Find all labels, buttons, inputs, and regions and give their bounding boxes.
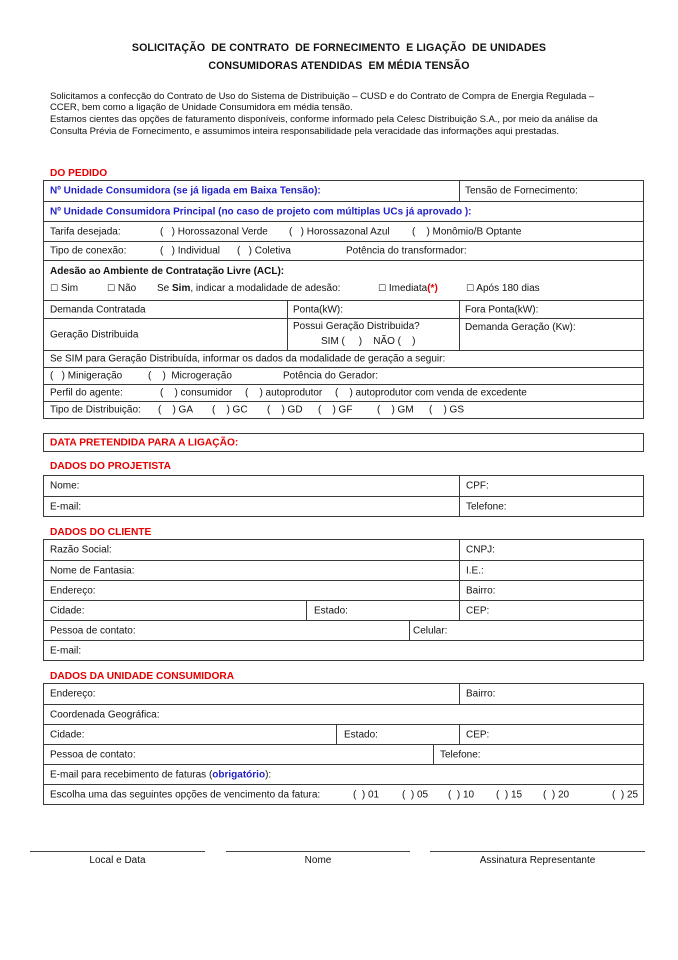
section-heading-cliente: DADOS DO CLIENTE [50,527,152,538]
row-se-sim-gd [44,350,643,367]
perfil-option-consumidor[interactable]: ( ) consumidor [160,387,233,399]
row-uc-baixa-tensao [44,181,643,201]
demanda-label: Demanda Contratada [50,304,146,315]
table-row [44,744,643,764]
potencia-transformador-field[interactable]: Potência do transformador: [346,245,467,257]
unidade-endereco-field[interactable] [44,684,459,704]
email-faturas-required: obrigatório [212,769,266,780]
distribuicao-option-gf[interactable]: ( ) GF [318,404,353,416]
cliente-celular-label: Celular: [413,625,448,636]
tarifa-option-monomio[interactable]: ( ) Monômio/B Optante [412,226,522,237]
vencimento-option-15[interactable]: ( ) 15 [496,789,523,800]
acl-se-suffix: , indicar a modalidade de adesão: [190,283,341,294]
tarifa-option-verde[interactable]: ( ) Horossazonal Verde [160,226,268,237]
perfil-option-autoprodutor[interactable]: ( ) autoprodutor [245,387,323,399]
unidade-estado-label: Estado: [344,729,378,740]
cliente-cidade-field[interactable] [44,601,306,620]
acl-sim-label: Sim [58,283,79,294]
acl-title: Adesão ao Ambiente de Contratação Livre (ACL): [50,266,285,277]
distribuicao-option-ga[interactable]: ( ) GA [158,404,193,416]
uc-principal-field[interactable] [44,201,643,221]
row-demanda [44,300,643,318]
intro-line: Estamos cientes das opções de faturamento disponíveis, conforme informado pela Celesc Distribuição S.A., por meio da análise da [50,114,598,125]
cliente-cnpj-field[interactable] [459,540,643,560]
unidade-endereco-label: Endereço: [50,688,96,700]
acl-option-nao[interactable] [107,283,136,294]
cliente-ie-label: I.E.: [466,565,484,576]
acl-se-bold: Sim [172,283,191,294]
projetista-telefone-field[interactable] [459,497,643,516]
unidade-estado-field[interactable] [336,725,459,744]
table-row [44,620,643,640]
projetista-cpf-field[interactable] [459,476,643,496]
distribuicao-option-gm[interactable]: ( ) GM [377,404,414,416]
document-title-line-1: SOLICITAÇÃO DE CONTRATO DE FORNECIMENTO E LIGAÇÃO DE UNIDADES [131,42,547,54]
cliente-endereco-label: Endereço: [50,585,96,596]
possui-geracao-field[interactable] [287,319,459,350]
intro-line: Consulta Prévia de Fornecimento, e assumimos inteira responsabilidade pela veracidade das informações aqui prestadas. [50,126,560,137]
unidade-bairro-field[interactable] [459,684,643,704]
tensao-fornecimento-field[interactable] [459,181,643,201]
row-acl [44,260,643,300]
signature-label-assinatura: Assinatura Representante [479,855,596,866]
intro-line: CCER, bem como a ligação de Unidade Consumidora em média tensão. [50,102,353,113]
table-row [44,496,643,516]
projetista-table [43,475,644,517]
unidade-telefone-label: Telefone: [440,749,481,760]
signature-label-nome: Nome [304,855,332,866]
table-row [44,560,643,580]
cliente-bairro-field[interactable] [459,581,643,600]
cliente-celular-field[interactable] [409,621,643,640]
cliente-ie-field[interactable] [459,561,643,580]
row-geracao [44,318,643,350]
document-title-line-2: CONSUMIDORAS ATENDIDAS EM MÉDIA TENSÃO [208,60,470,72]
uc-principal-label: Nº Unidade Consumidora Principal (no caso de projeto com múltiplas UCs já aprovado ): [50,206,472,217]
unidade-contato-label: Pessoa de contato: [50,749,136,760]
section-heading-unidade: DADOS DA UNIDADE CONSUMIDORA [50,671,235,682]
cliente-email-label: E-mail: [50,645,82,656]
cliente-cep-label: CEP: [466,605,490,616]
cliente-estado-field[interactable] [306,601,459,620]
projetista-telefone-label: Telefone: [466,501,507,512]
acl-option-imediata[interactable] [378,283,438,294]
table-row [44,600,643,620]
cliente-contato-label: Pessoa de contato: [50,625,136,636]
vencimento-option-20[interactable]: ( ) 20 [543,789,570,800]
unidade-email-faturas-label [50,769,271,780]
unidade-cep-label: CEP: [466,729,490,740]
projetista-email-field[interactable] [44,497,459,516]
acl-nao-label: Não [115,283,137,294]
email-faturas-suffix: ): [265,769,272,780]
demanda-label-cell [44,301,287,318]
pedido-table [43,180,644,419]
distribuicao-option-gs[interactable]: ( ) GS [429,404,464,416]
projetista-nome-label: Nome: [50,480,80,492]
checkbox-icon: ☐ [107,284,116,294]
unidade-telefone-field[interactable] [433,745,643,764]
uc-baixa-tensao-field[interactable] [44,181,459,201]
unidade-cidade-field[interactable] [44,725,336,744]
vencimento-option-01[interactable]: ( ) 01 [353,789,380,800]
acl-asterisk-note: (*) [427,283,438,294]
data-pretendida-label: DATA PRETENDIDA PARA A LIGAÇÃO: [50,437,239,448]
modalidade-option-microgeracao[interactable]: ( ) Microgeração [148,370,232,382]
vencimento-label: Escolha uma das seguintes opções de vencimento da fatura: [50,789,321,800]
row-perfil [44,384,643,401]
possui-geracao-answer[interactable]: SIM ( ) NÃO ( ) [321,336,416,347]
potencia-gerador-field[interactable]: Potência do Gerador: [283,370,379,382]
modalidade-option-minigeracao[interactable]: ( ) Minigeração [50,370,123,382]
cliente-razao-social-field[interactable] [44,540,459,560]
acl-se-prefix: Se [157,283,173,294]
section-heading-projetista: DADOS DO PROJETISTA [50,461,171,472]
email-faturas-prefix: E-mail para recebimento de faturas ( [50,769,213,780]
cliente-table [43,539,644,661]
table-row [44,684,643,704]
geracao-label-cell [44,319,287,350]
conexao-option-coletiva[interactable]: ( ) Coletiva [237,245,291,257]
row-modalidade [44,367,643,384]
unidade-email-faturas-field[interactable] [44,764,643,784]
distribuicao-option-gd[interactable]: ( ) GD [267,404,303,416]
tensao-fornecimento-label: Tensão de Fornecimento: [465,185,578,197]
section-heading-pedido: DO PEDIDO [50,168,108,179]
projetista-cpf-label: CPF: [466,480,489,492]
unidade-coordenada-label: Coordenada Geográfica: [50,709,160,720]
vencimento-option-05[interactable]: ( ) 05 [402,789,429,800]
table-row [44,540,643,560]
cliente-bairro-label: Bairro: [466,585,496,596]
perfil-label: Perfil do agente: [50,387,123,399]
acl-option-apos-180[interactable] [466,283,540,294]
vencimento-option-10[interactable]: ( ) 10 [448,789,475,800]
signature-line-assinatura[interactable] [430,851,645,852]
signature-label-local-data: Local e Data [89,855,146,866]
acl-apos-label: Após 180 dias [474,283,540,294]
row-vencimento [44,784,643,804]
conexao-option-individual[interactable]: ( ) Individual [160,245,221,257]
acl-modalidade-text [157,283,340,294]
cliente-cep-field[interactable] [459,601,643,620]
signature-line-nome[interactable] [226,851,410,852]
fora-ponta-label: Fora Ponta(kW): [465,304,539,315]
cliente-endereco-field[interactable] [44,581,459,600]
cliente-razao-social-label: Razão Social: [50,544,112,556]
checkbox-icon: ☐ [50,284,59,294]
conexao-label: Tipo de conexão: [50,245,127,257]
row-tarifa [44,221,643,241]
data-pretendida-field[interactable] [43,433,644,452]
unidade-cep-field[interactable] [459,725,643,744]
tarifa-option-azul[interactable]: ( ) Horossazonal Azul [289,226,390,237]
geracao-label: Geração Distribuida [50,329,139,340]
row-conexao [44,241,643,260]
cliente-cnpj-label: CNPJ: [466,544,495,556]
projetista-nome-field[interactable] [44,476,459,496]
acl-imediata-label: Imediata [386,283,428,294]
table-row [44,476,643,496]
cliente-email-field[interactable] [44,640,643,660]
perfil-option-autoprodutor-excedente[interactable]: ( ) autoprodutor com venda de excedente [335,387,527,399]
tarifa-label: Tarifa desejada: [50,226,121,237]
uc-baixa-tensao-label: Nº Unidade Consumidora (se já ligada em Baixa Tensão): [50,185,321,197]
cliente-cidade-label: Cidade: [50,605,85,616]
vencimento-option-25[interactable]: ( ) 25 [612,789,639,800]
distribuicao-option-gc[interactable]: ( ) GC [212,404,248,416]
cliente-nome-fantasia-field[interactable] [44,561,459,580]
signature-line-local-data[interactable] [30,851,205,852]
unidade-contato-field[interactable] [44,745,433,764]
table-row [44,580,643,600]
cliente-contato-field[interactable] [44,621,409,640]
unidade-table [43,683,644,805]
demanda-geracao-field[interactable] [459,319,643,350]
distribuicao-label: Tipo de Distribuição: [50,404,141,416]
unidade-bairro-label: Bairro: [466,688,496,700]
possui-geracao-question: Possui Geração Distribuida? [293,321,420,332]
se-sim-gd-text: Se SIM para Geração Distribuída, informar os dados da modalidade de geração a seguir: [50,353,446,365]
ponta-field[interactable] [287,301,459,318]
intro-line: Solicitamos a confecção do Contrato de Uso do Sistema de Distribuição – CUSD e do Contrato de Compra de Energia Regulada – [50,91,595,102]
unidade-coordenada-field[interactable] [44,704,643,724]
table-row [44,724,643,744]
checkbox-icon: ☐ [378,284,387,294]
ponta-label: Ponta(kW): [293,304,344,315]
demanda-geracao-label: Demanda Geração (Kw): [465,322,576,333]
cliente-nome-fantasia-label: Nome de Fantasia: [50,565,135,576]
acl-option-sim[interactable] [50,283,78,294]
row-distribuicao [44,401,643,418]
unidade-cidade-label: Cidade: [50,729,85,740]
fora-ponta-field[interactable] [459,301,643,318]
checkbox-icon: ☐ [466,284,475,294]
projetista-email-label: E-mail: [50,501,82,512]
cliente-estado-label: Estado: [314,605,348,616]
